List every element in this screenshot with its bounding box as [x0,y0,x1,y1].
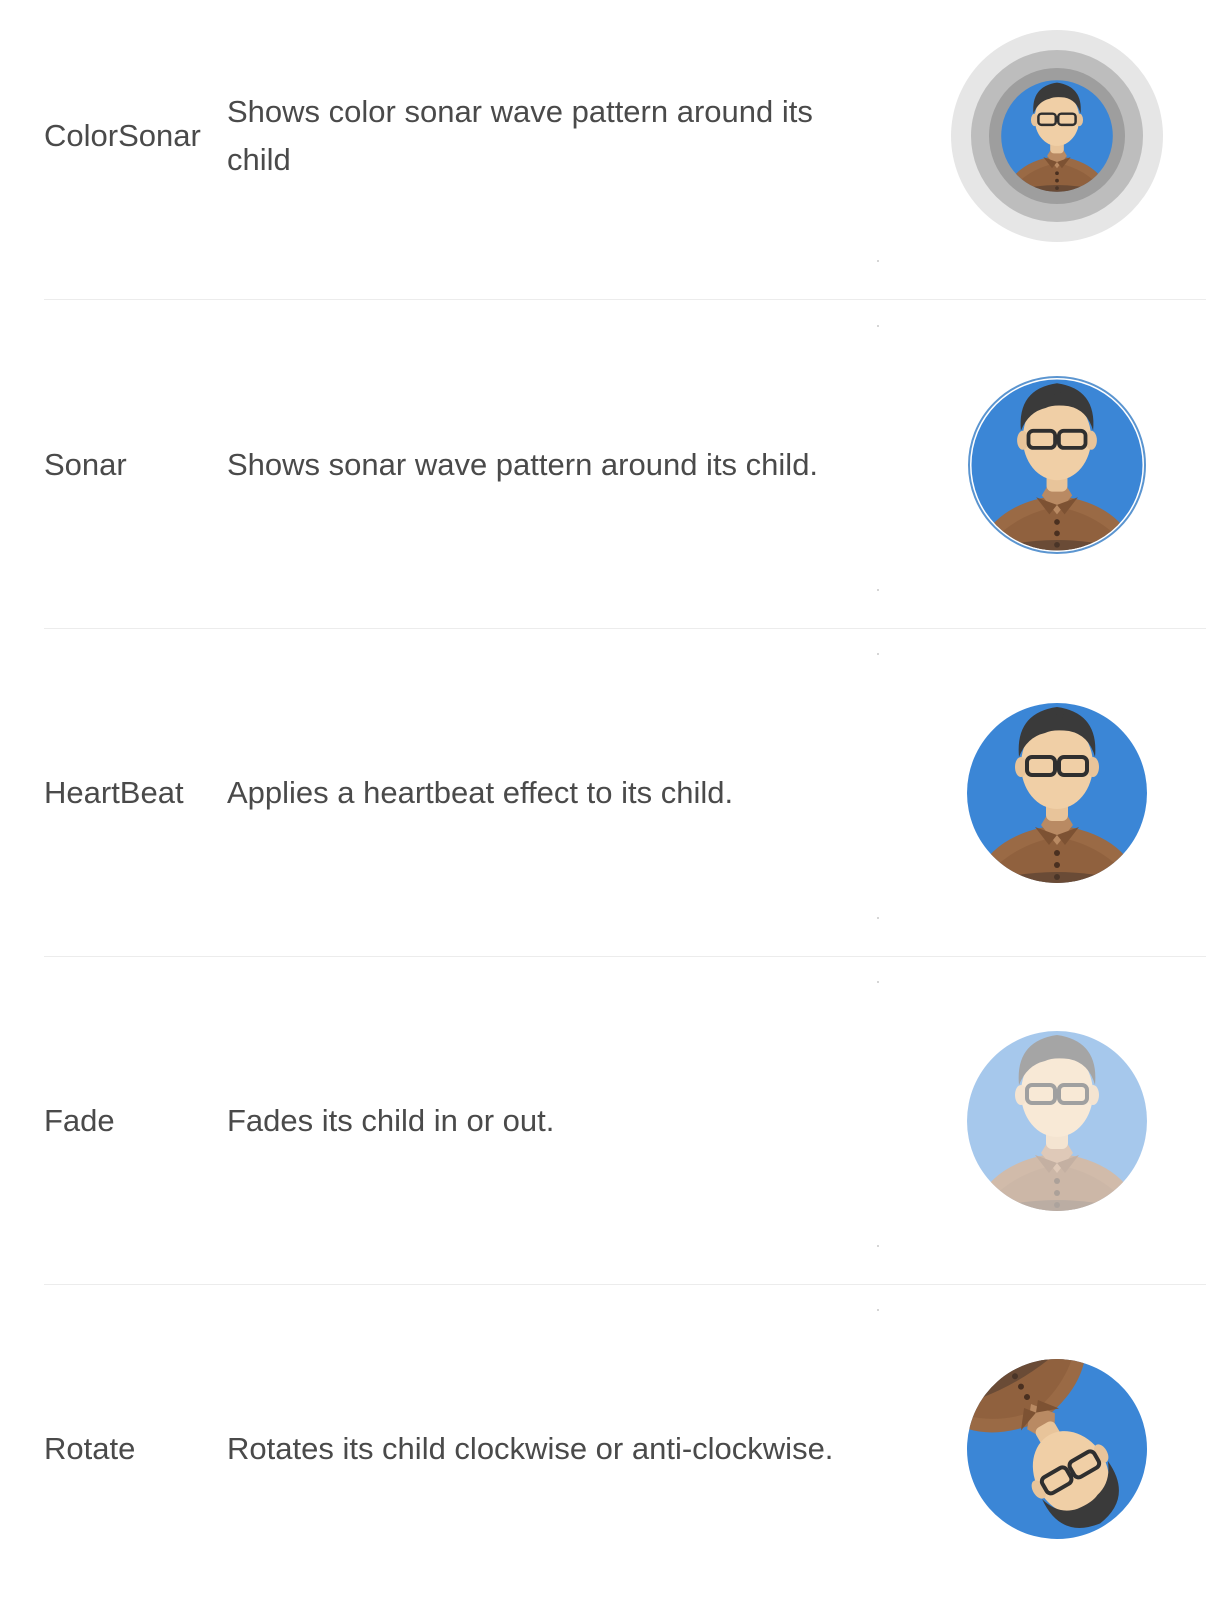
effect-name: Sonar [44,447,127,482]
table-row [44,0,1206,300]
color-sonar-preview [949,28,1165,244]
divider-tick [877,1245,879,1247]
sonar-preview [949,357,1165,573]
avatar-glasses-man-icon [949,1341,1165,1557]
table-row [44,1285,1206,1613]
effect-description: Fades its child in or out. [227,1103,555,1138]
divider-tick [877,917,879,919]
avatar-glasses-man-icon [949,1013,1165,1229]
rotate-preview [949,1341,1165,1557]
avatar-glasses-man-icon [949,685,1165,901]
effect-name: Fade [44,1103,115,1138]
effect-description: Shows color sonar wave pattern around its child [227,94,813,177]
divider-tick [877,1309,879,1311]
effect-description: Applies a heartbeat effect to its child. [227,775,734,810]
divider-tick [877,981,879,983]
effect-description: Rotates its child clockwise or anti-clockwise. [227,1431,834,1466]
fade-preview [949,1013,1165,1229]
row-divider [44,299,1206,300]
effect-description: Shows sonar wave pattern around its child. [227,447,819,482]
divider-tick [877,325,879,327]
table-row [44,629,1206,957]
effect-name: HeartBeat [44,775,184,810]
divider-tick [877,589,879,591]
heartbeat-preview [949,685,1165,901]
divider-tick [877,260,879,262]
divider-tick [877,653,879,655]
effect-name: ColorSonar [44,118,201,153]
avatar-glasses-man-icon [949,28,1165,244]
effect-name: Rotate [44,1431,136,1466]
table-row [44,957,1206,1285]
table-row [44,301,1206,629]
avatar-glasses-man-icon [949,357,1165,573]
